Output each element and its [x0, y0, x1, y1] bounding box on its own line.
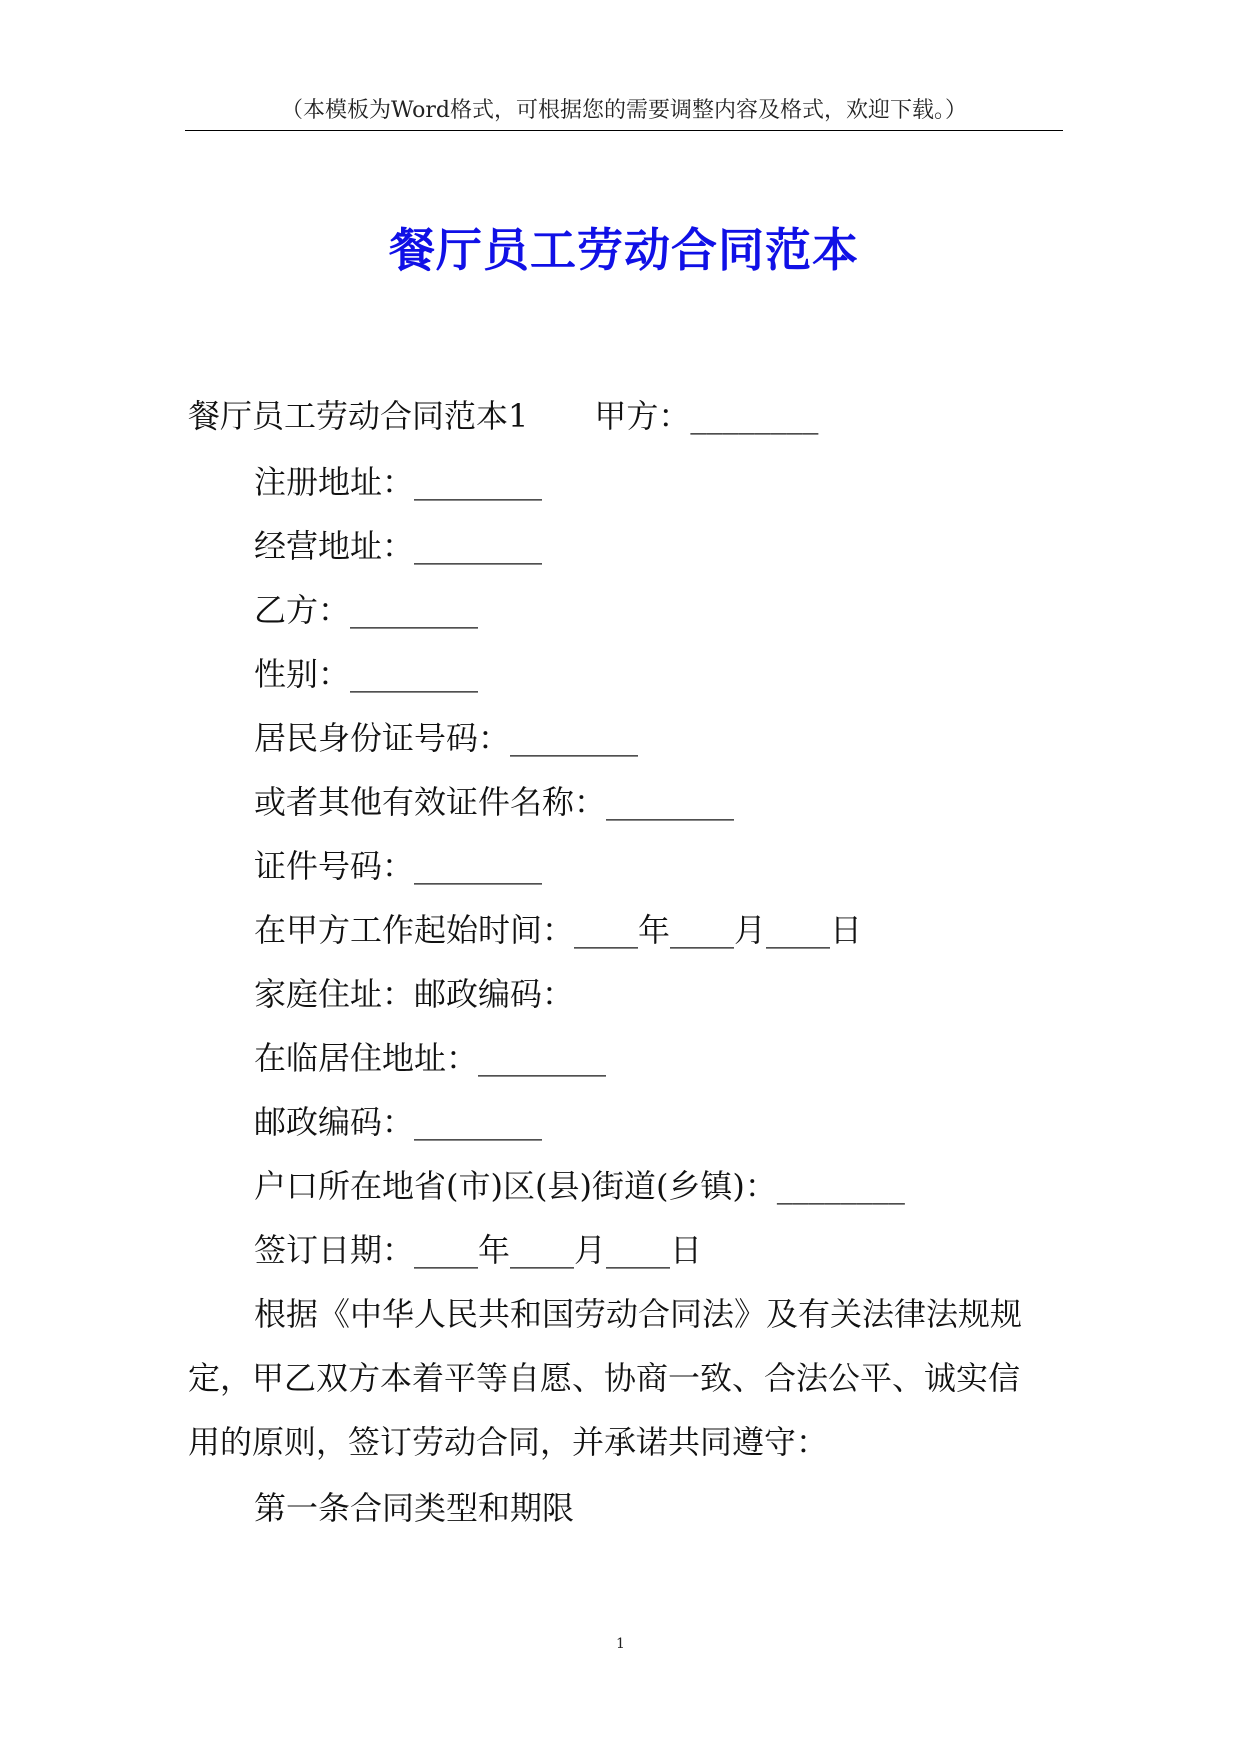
home-address-field: 家庭住址：邮政编码：: [254, 975, 575, 1013]
header-rule: [185, 130, 1063, 131]
other-id-name-field: 或者其他有效证件名称：________: [254, 783, 735, 821]
party-b-field: 乙方：________: [254, 591, 479, 629]
postal-code-field: 邮政编码：________: [254, 1103, 543, 1141]
preamble-line-3: 用的原则，签订劳动合同，并承诺共同遵守：: [188, 1423, 829, 1461]
contract-first-line: [188, 396, 818, 436]
document-title: 餐厅员工劳动合同范本: [389, 223, 859, 277]
gender-field: 性别：________: [254, 655, 479, 693]
signing-date-field: 签订日期：____年____月____日: [254, 1231, 703, 1269]
preamble-line-1: 根据《中华人民共和国劳动合同法》及有关法律法规规: [254, 1295, 1023, 1333]
start-date-field: 在甲方工作起始时间：____年____月____日: [254, 911, 863, 949]
article-1-heading: 第一条合同类型和期限: [254, 1489, 575, 1527]
page-number: 1: [616, 1636, 625, 1652]
preamble-line-2: 定，甲乙双方本着平等自愿、协商一致、合法公平、诚实信: [188, 1359, 1021, 1397]
id-doc-number-field: 证件号码：________: [254, 847, 543, 885]
business-address-field: 经营地址：________: [254, 527, 543, 565]
header-note: （本模板为Word格式，可根据您的需要调整内容及格式，欢迎下载。）: [281, 98, 967, 123]
contract-heading: 餐厅员工劳动合同范本1: [188, 397, 529, 435]
party-a-field: 甲方：________: [594, 397, 819, 435]
household-registration-field: 户口所在地省(市)区(县)街道(乡镇)：________: [254, 1167, 905, 1205]
registered-address-field: 注册地址：________: [254, 463, 543, 501]
id-number-field: 居民身份证号码：________: [254, 719, 639, 757]
temp-address-field: 在临居住地址：________: [254, 1039, 607, 1077]
